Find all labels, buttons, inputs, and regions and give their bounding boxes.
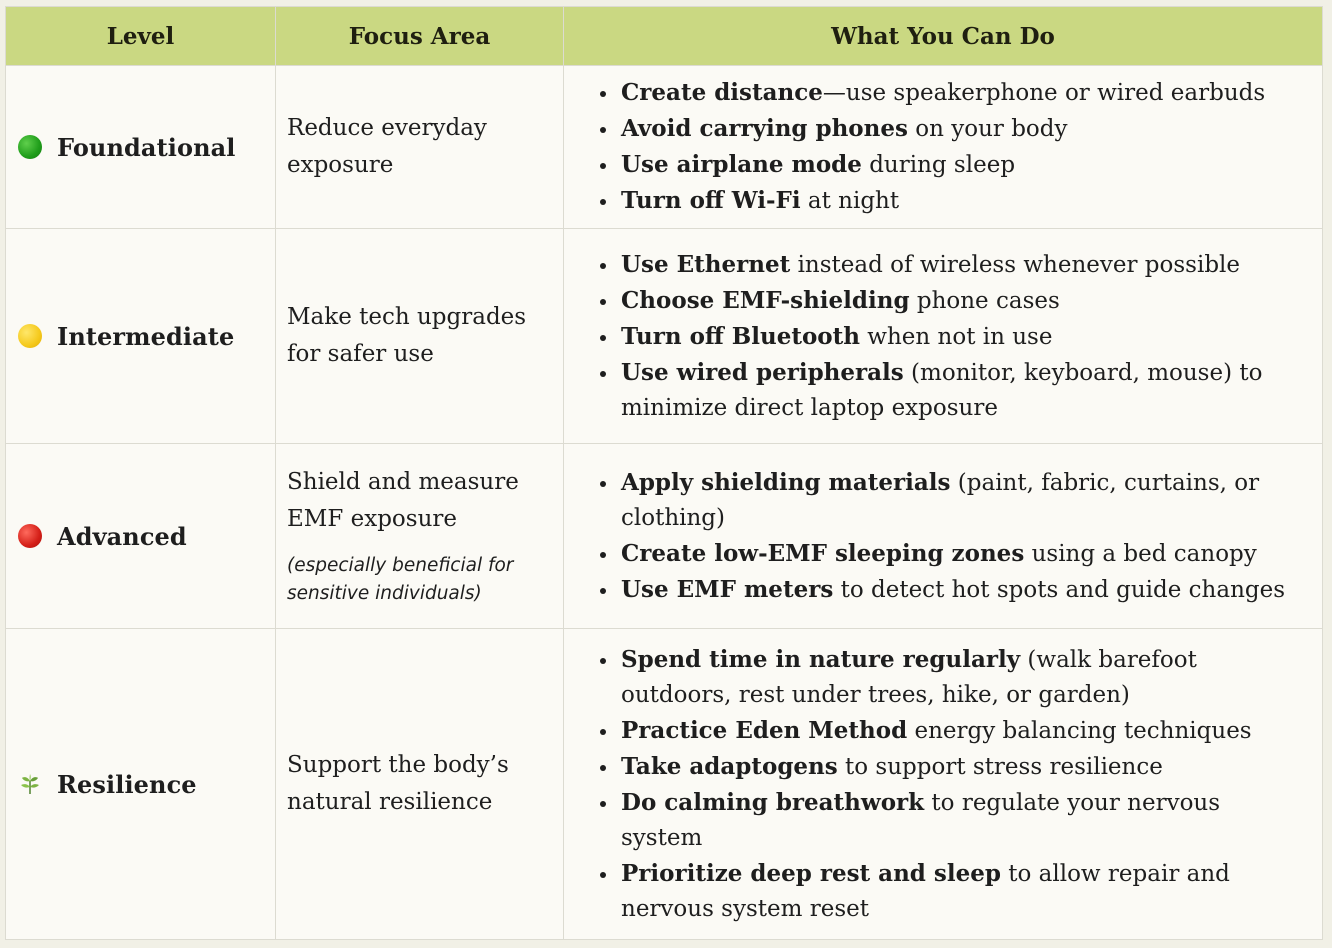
actions-cell	[564, 444, 1323, 629]
actions-list	[564, 465, 1322, 608]
actions-cell	[564, 629, 1323, 940]
focus-cell	[276, 444, 564, 629]
level-cell	[6, 66, 276, 229]
yellow-circle-icon	[18, 324, 42, 348]
herb-leaf-icon	[18, 772, 42, 796]
actions-list	[564, 642, 1322, 927]
focus-text: Shield and measure EMF exposure	[287, 469, 519, 532]
emf-levels-table	[5, 6, 1323, 940]
list-item: • Create distance—use speakerphone or wired earbuds	[619, 75, 1308, 111]
focus-cell	[276, 229, 564, 444]
level-label: Advanced	[57, 521, 187, 551]
list-item: • Use Ethernet instead of wireless whenever possible	[619, 247, 1308, 283]
actions-cell	[564, 229, 1323, 444]
level-cell	[6, 629, 276, 940]
actions-list	[564, 247, 1322, 426]
table-row-resilience	[6, 629, 1323, 940]
green-circle-icon	[18, 135, 42, 159]
table-row-intermediate	[6, 229, 1323, 444]
list-item: • Apply shielding materials (paint, fabric, curtains, or clothing)	[619, 465, 1308, 536]
focus-cell	[276, 66, 564, 229]
focus-text: Reduce everyday exposure	[287, 115, 487, 178]
list-item: • Turn off Wi-Fi at night	[619, 183, 1308, 219]
focus-note: (especially beneficial for sensitive individuals)	[287, 555, 514, 604]
focus-text: Support the body’s natural resilience	[287, 752, 509, 815]
header-level: Level	[6, 7, 276, 66]
actions-cell	[564, 66, 1323, 229]
level-cell	[6, 229, 276, 444]
list-item: • Practice Eden Method energy balancing techniques	[619, 713, 1308, 749]
list-item: • Use wired peripherals (monitor, keyboard, mouse) to minimize direct laptop exposure	[619, 355, 1308, 426]
list-item: • Use airplane mode during sleep	[619, 147, 1308, 183]
list-item: • Turn off Bluetooth when not in use	[619, 319, 1308, 355]
list-item: • Avoid carrying phones on your body	[619, 111, 1308, 147]
focus-text: Make tech upgrades for safer use	[287, 304, 527, 367]
list-item: • Take adaptogens to support stress resilience	[619, 749, 1308, 785]
actions-list	[564, 75, 1322, 219]
list-item: • Spend time in nature regularly (walk barefoot outdoors, rest under trees, hike, or garden)	[619, 642, 1308, 713]
level-cell	[6, 444, 276, 629]
list-item: • Choose EMF-shielding phone cases	[619, 283, 1308, 319]
focus-cell	[276, 629, 564, 940]
header-row	[6, 7, 1323, 66]
red-circle-icon	[18, 524, 42, 548]
level-label: Intermediate	[57, 321, 235, 351]
header-focus-area: Focus Area	[276, 7, 564, 66]
level-label: Resilience	[57, 769, 197, 799]
list-item: • Prioritize deep rest and sleep to allow repair and nervous system reset	[619, 856, 1308, 927]
list-item: • Create low-EMF sleeping zones using a bed canopy	[619, 536, 1308, 572]
header-what-you-can-do: What You Can Do	[564, 7, 1323, 66]
table-row-foundational	[6, 66, 1323, 229]
list-item: • Use EMF meters to detect hot spots and guide changes	[619, 572, 1308, 608]
table-row-advanced	[6, 444, 1323, 629]
level-label: Foundational	[57, 132, 236, 162]
list-item: • Do calming breathwork to regulate your nervous system	[619, 785, 1308, 856]
